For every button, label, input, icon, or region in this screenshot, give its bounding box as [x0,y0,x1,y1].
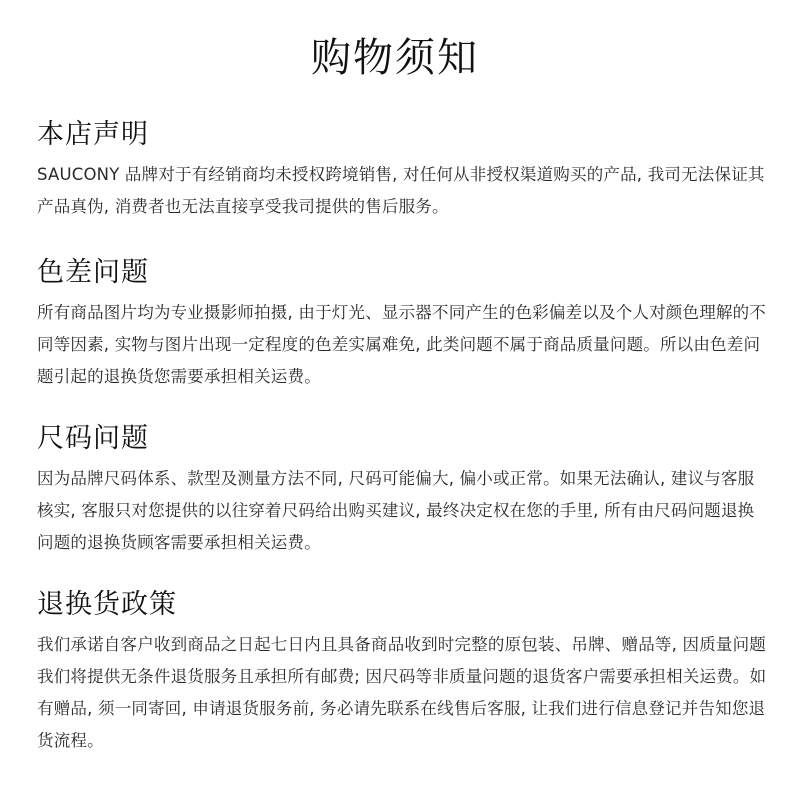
page-title: 购物须知 [311,35,479,81]
section-body: 我们承诺自客户收到商品之日起七日内且具备商品收到时完整的原包装、吊牌、赠品等, 因质量问题我们将提供无条件退货服务且承担所有邮费; 因尺码等非质量问题的退货客户需要承担相关运费。如有赠品, 须一同寄回, 申请退货服务前, 务必请先联系在线售后客服, 让我们进行信息登记并告知您退货流程。 [37,635,767,750]
section-body: 所有商品图片均为专业摄影师拍摄, 由于灯光、显示器不同产生的色彩偏差以及个人对颜色理解的不同等因素, 实物与图片出现一定程度的色差实属难免, 此类问题不属于商品质量问题。所以由色差问题引起的退换货您需要承担相关运费。 [37,303,766,386]
section-heading: 退换货政策 [37,589,177,620]
section-heading: 本店声明 [37,119,149,150]
section-heading: 色差问题 [37,257,149,288]
section-body: 因为品牌尺码体系、款型及测量方法不同, 尺码可能偏大, 偏小或正常。如果无法确认, 建议与客服核实, 客服只对您提供的以往穿着尺码给出购买建议, 最终决定权在您的手里, 所有由尺码问题退换问题的退换货顾客需要承担相关运费。 [37,469,755,552]
color-difference-section [37,255,767,393]
section-heading: 尺码问题 [37,423,149,454]
section-body: SAUCONY 品牌对于有经销商均未授权跨境销售, 对任何从非授权渠道购买的产品, 我司无法保证其产品真伪, 消费者也无法直接享受我司提供的售后服务。 [37,165,765,216]
size-issue-section [37,421,767,559]
return-policy-section [37,587,767,757]
store-statement-section [37,117,767,223]
